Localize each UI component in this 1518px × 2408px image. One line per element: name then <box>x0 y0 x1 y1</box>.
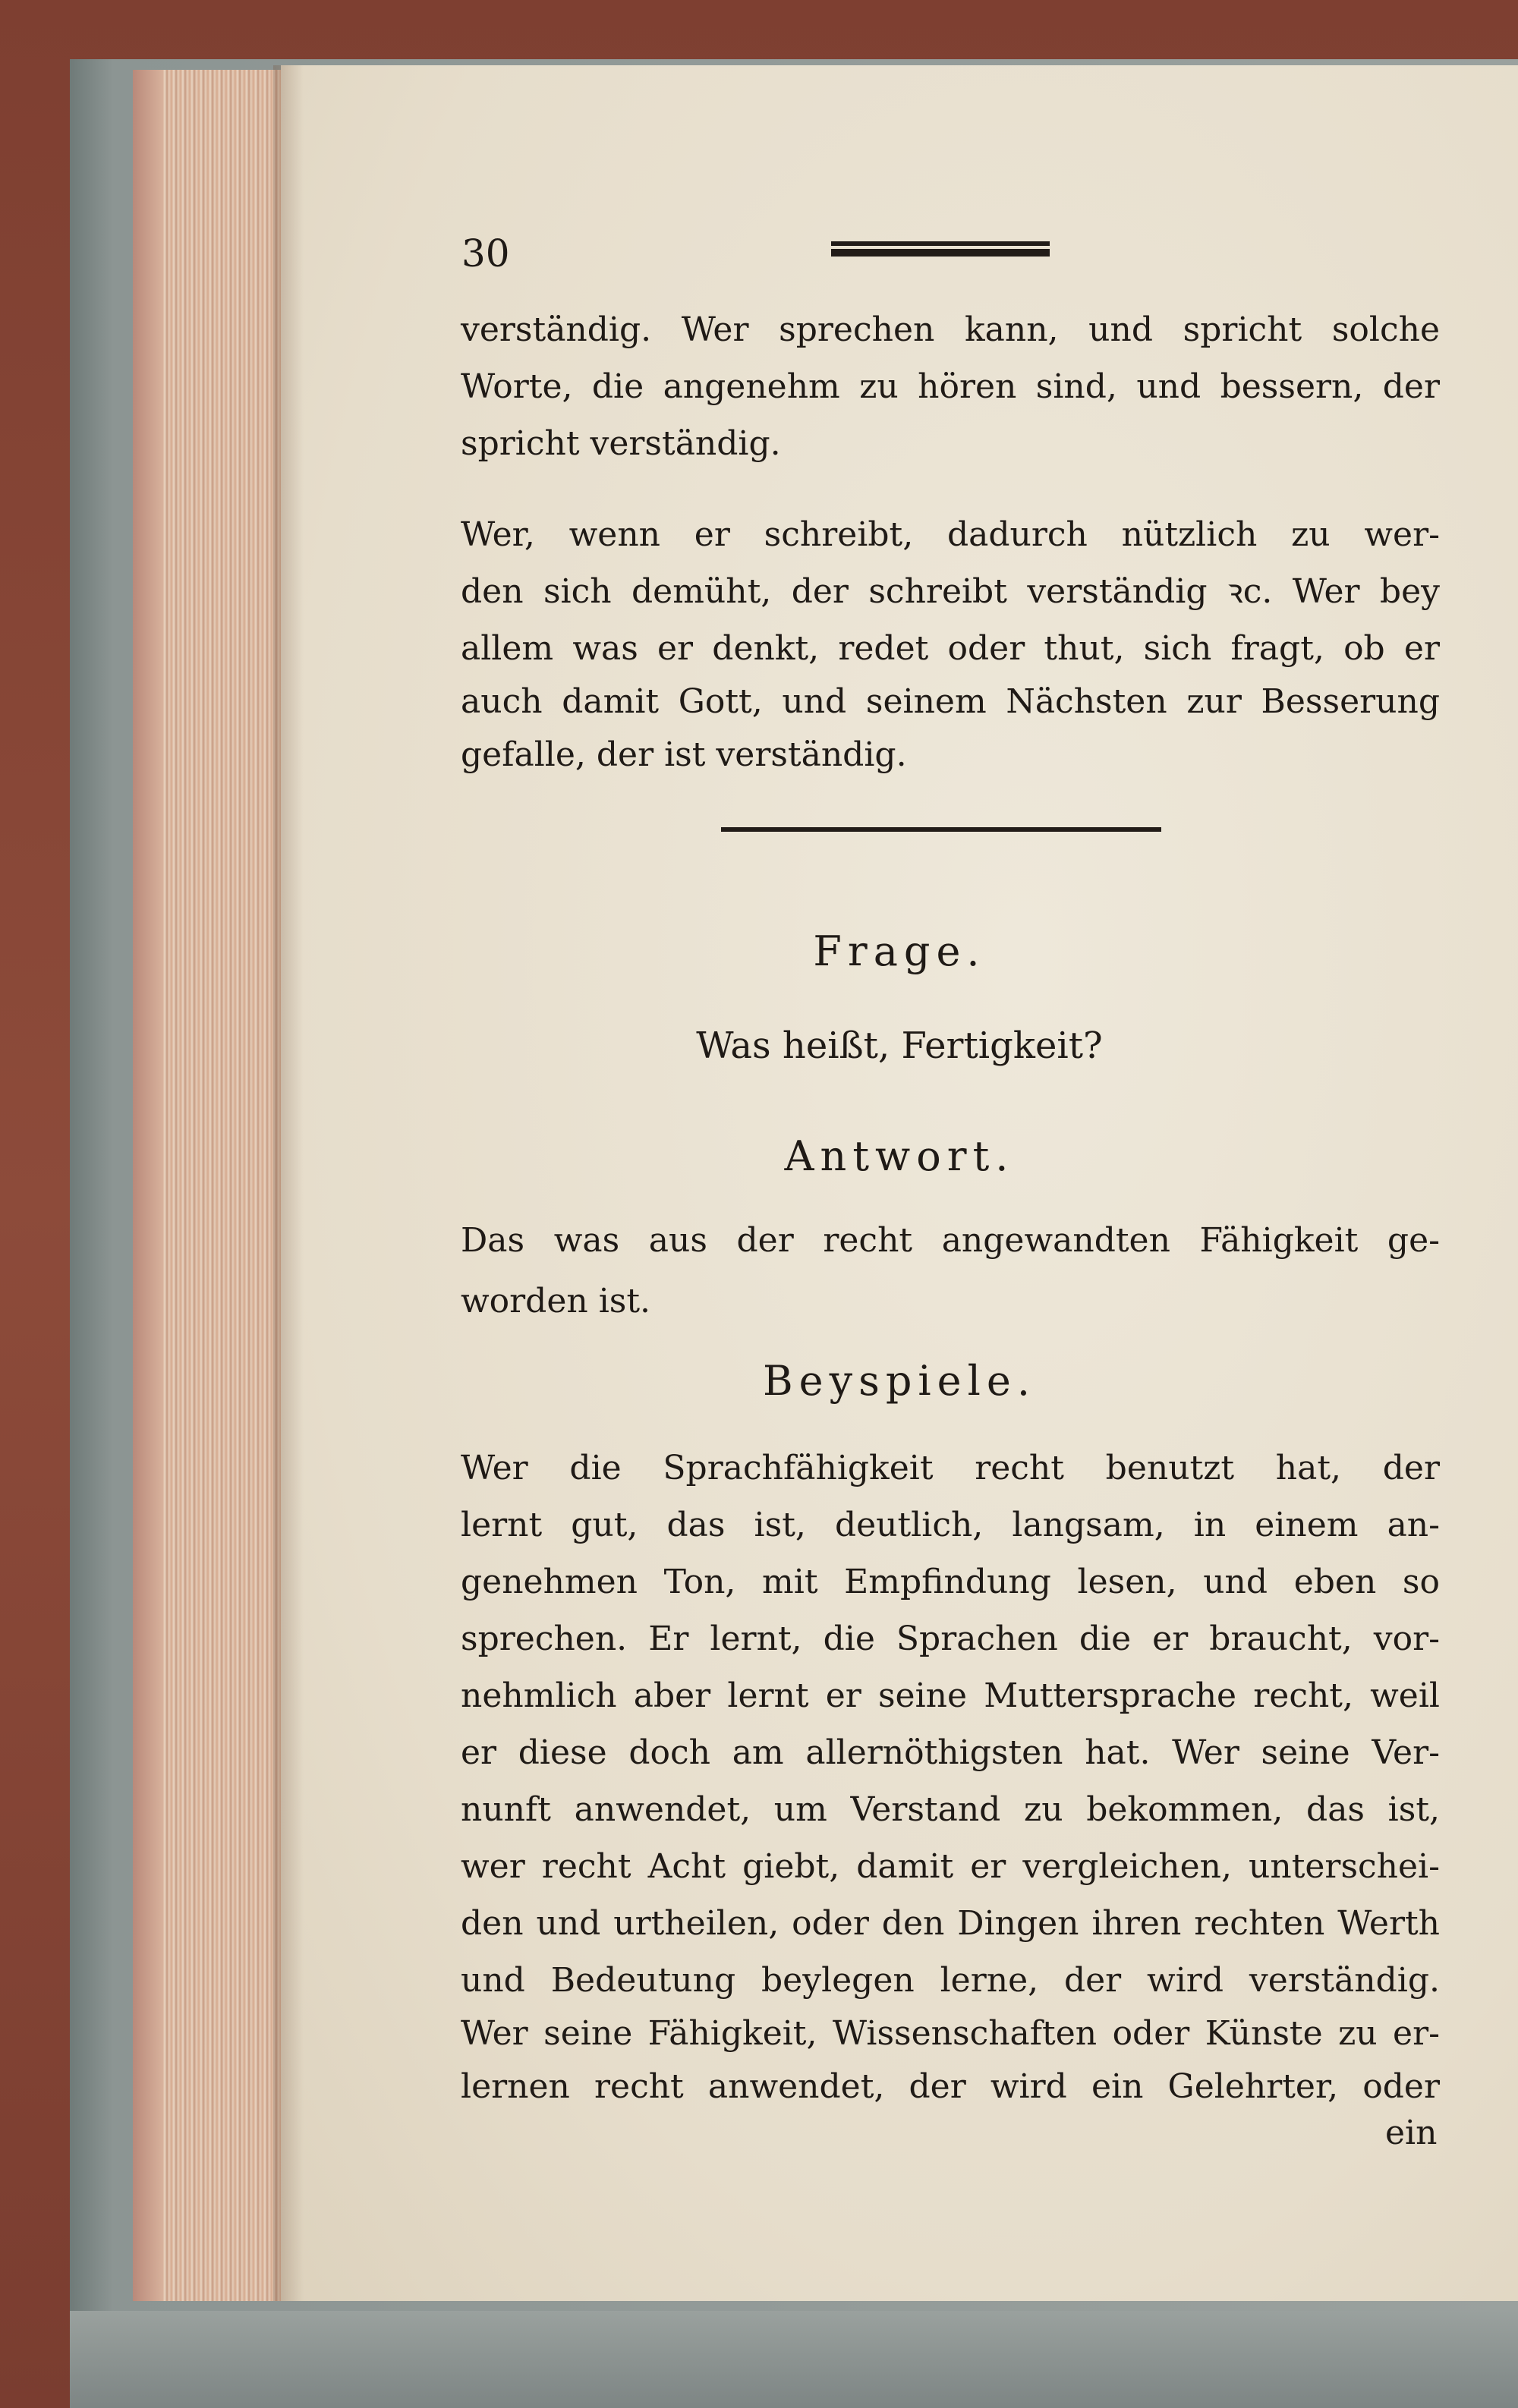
text-line: genehmen Ton, mit Empfindung lesen, und eben so <box>461 1563 1440 1601</box>
catchword: ein <box>1385 2114 1438 2152</box>
heading-beyspiele: Beyspiele. <box>762 1357 1037 1405</box>
text-line: gefalle, der ist verständig. <box>461 735 907 774</box>
text-line: Das was aus der recht angewandten Fähigkeit ge- <box>461 1221 1440 1260</box>
page-number: 30 <box>461 231 510 275</box>
text-line: nunft anwendet, um Verstand zu bekommen, das ist, <box>461 1790 1440 1829</box>
heading-frage: Frage. <box>813 927 986 975</box>
text-line: lernt gut, das ist, deutlich, langsam, in einem an- <box>461 1506 1440 1544</box>
text-line: den und urtheilen, oder den Dingen ihren rechten Werth <box>461 1904 1440 1943</box>
text-line: Wer die Sprachfähigkeit recht benutzt hat, der <box>461 1449 1440 1487</box>
text-line: Wer seine Fähigkeit, Wissenschaften oder Künste zu er- <box>461 2014 1440 2053</box>
book-cover-edge <box>70 2311 1518 2408</box>
text-line: lernen recht anwendet, der wird ein Gelehrter, oder <box>461 2067 1440 2106</box>
text-line: Worte, die angenehm zu hören sind, und bessern, der <box>461 367 1440 406</box>
text-line: worden ist. <box>461 1282 651 1320</box>
text-line: allem was er denkt, redet oder thut, sich fragt, ob er <box>461 629 1440 668</box>
question-text: Was heißt, Fertigkeit? <box>696 1025 1103 1067</box>
page-edges-shadow <box>133 70 163 2301</box>
text-line: und Bedeutung beylegen lerne, der wird verständig. <box>461 1961 1440 2000</box>
header-ornament <box>831 241 1050 258</box>
text-line: sprechen. Er lernt, die Sprachen die er braucht, vor- <box>461 1619 1440 1658</box>
heading-antwort: Antwort. <box>784 1132 1015 1180</box>
text-line: den sich demüht, der schreibt verständig ꝛc. Wer bey <box>461 572 1440 611</box>
text-line: verständig. Wer sprechen kann, und spricht solche <box>461 310 1440 349</box>
text-line: nehmlich aber lernt er seine Muttersprache recht, weil <box>461 1676 1440 1715</box>
text-line: spricht verständig. <box>461 424 781 463</box>
text-line: er diese doch am allernöthigsten hat. Wer seine Ver- <box>461 1733 1440 1772</box>
text-line: auch damit Gott, und seinem Nächsten zur Besserung <box>461 682 1440 721</box>
section-divider <box>721 827 1161 832</box>
text-line: Wer, wenn er schreibt, dadurch nützlich zu wer- <box>461 515 1440 554</box>
page-gutter-shadow <box>273 65 304 2301</box>
text-line: wer recht Acht giebt, damit er vergleichen, unterschei- <box>461 1847 1440 1886</box>
